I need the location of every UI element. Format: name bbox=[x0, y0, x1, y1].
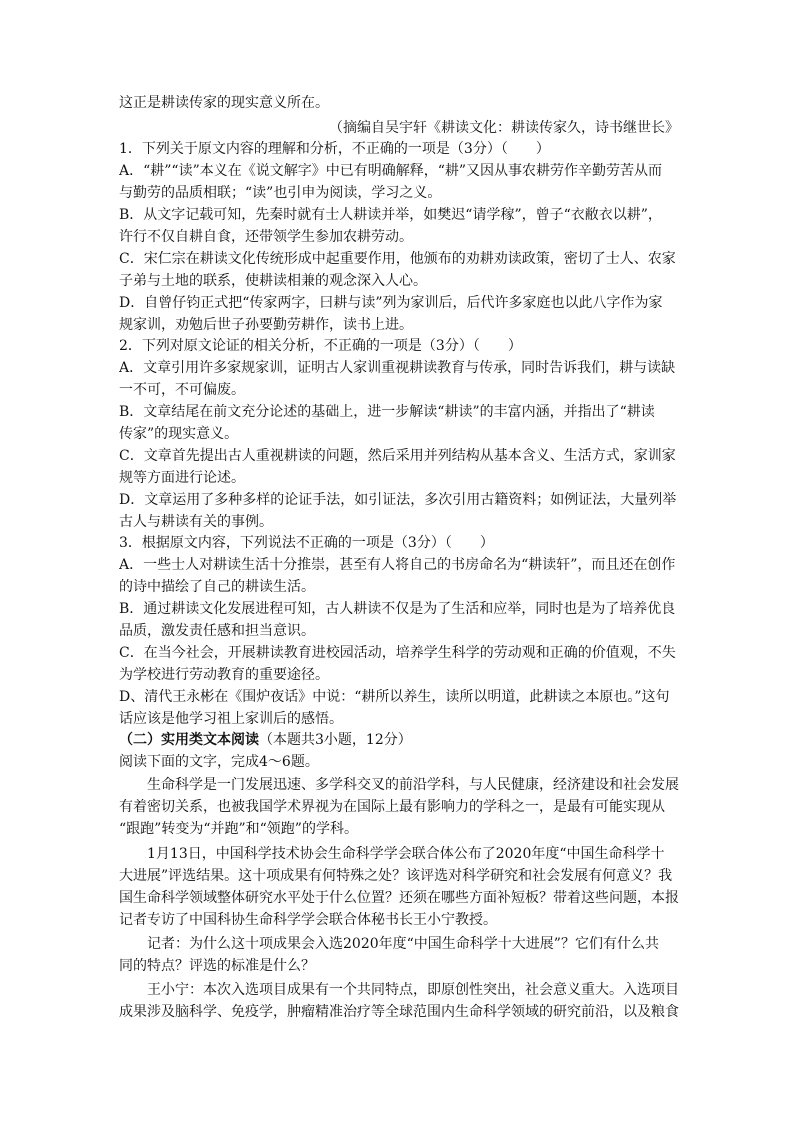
question-1-option-a: A．“耕”“读”本义在《说文解字》中已有明确解释，“耕”又因从事农耕劳作辛勤劳苦从而 bbox=[119, 163, 663, 179]
text-line: 话应该是他学习祖上家训后的感悟。 bbox=[119, 711, 343, 727]
paragraph-line: 有着密切关系，也被我国学术界视为在国际上最有影响力的学科之一，是最有可能实现从 bbox=[119, 799, 665, 815]
section-note: （本题共3小题，12分） bbox=[259, 732, 412, 748]
text-line: 与勤劳的品质相联；“读”也引申为阅读，学习之义。 bbox=[119, 185, 442, 201]
text-line: 这正是耕读传家的现实意义所在。 bbox=[119, 95, 329, 111]
question-1-option-b: B．从文字记载可知，先秦时就有士人耕读并举，如樊迟“请学稼”，曾子“衣敝衣以耕”， bbox=[119, 207, 662, 223]
paragraph-line: 记者专访了中国科协生命科学学会联合体秘书长王小宁教授。 bbox=[119, 912, 497, 928]
question-2-option-b: B．文章结尾在前文充分论述的基础上，进一步解读“耕读”的丰富内涵，并指出了“耕读 bbox=[119, 404, 655, 420]
question-2-stem: 2．下列对原文论证的相关分析，不正确的一项是（3分）（ ） bbox=[119, 338, 522, 354]
paragraph-line: 大进展”评选结果。这十项成果有何特殊之处？该评选对科学研究和社会发展有何意义？我 bbox=[119, 868, 673, 884]
question-2-option-c: C．文章首先提出古人重视耕读的问题，然后采用并列结构从基本含义、生活方式，家训家 bbox=[119, 448, 676, 464]
text-line: 规等方面进行论述。 bbox=[119, 470, 245, 486]
question-1-option-d: D．自曾仔钧正式把“传家两字，曰耕与读”列为家训后，后代许多家庭也以此八字作为家 bbox=[119, 295, 663, 311]
question-1-option-c: C．宋仁宗在耕读文化传统形成中起重要作用，他颁布的劝耕劝读政策，密切了士人、农家 bbox=[119, 251, 676, 267]
section-heading bbox=[119, 729, 679, 751]
question-3-option-d: D、清代王永彬在《围炉夜话》中说：“耕所以养生，读所以明道，此耕读之本原也。”这句 bbox=[119, 689, 670, 705]
question-2-option-d: D．文章运用了多种多样的论证手法，如引证法，多次引用古籍资料；如例证法，大量列举 bbox=[119, 492, 677, 508]
interview-answer: 王小宁：本次入选项目成果有一个共同特点，即原创性突出，社会意义重大。入选项目 bbox=[147, 982, 679, 998]
paragraph-line: 国生命科学领域整体研究水平处于什么位置？还须在哪些方面补短板？带着这些问题，本报 bbox=[119, 890, 679, 906]
paragraph-line: 生命科学是一门发展迅速、多学科交叉的前沿学科，与人民健康，经济建设和社会发展 bbox=[147, 777, 679, 793]
source-citation: （摘编自吴宇轩《耕读文化：耕读传家久，诗书继世长》 bbox=[329, 120, 679, 136]
paragraph-line: “跟跑”转变为“并跑”和“领跑”的学科。 bbox=[119, 821, 358, 837]
question-3-option-a: A．一些士人对耕读生活十分推崇，甚至有人将自己的书房命名为“耕读轩”，而且还在创作 bbox=[119, 557, 676, 573]
question-3-option-b: B．通过耕读文化发展进程可知，古人耕读不仅是为了生活和应举，同时也是为了培养优良 bbox=[119, 601, 676, 617]
question-2-option-a: A．文章引用许多家规家训，证明古人家训重视耕读教育与传承，同时告诉我们，耕与读缺 bbox=[119, 360, 676, 376]
text-line: 规家训，劝勉后世子孙要勤劳耕作，读书上进。 bbox=[119, 317, 413, 333]
interview-question: 记者：为什么这十项成果会入选2020年度“中国生命科学十大进展”？它们有什么共 bbox=[147, 936, 659, 952]
question-1-stem: 1．下列关于原文内容的理解和分析，不正确的一项是（3分）（ ） bbox=[119, 141, 550, 157]
text-line: 子弟与土地的联系，使耕读相兼的观念深入人心。 bbox=[119, 273, 427, 289]
section-title: （二）实用类文本阅读 bbox=[119, 732, 259, 748]
reading-instruction: 阅读下面的文字，完成4～6题。 bbox=[119, 754, 319, 770]
question-3-stem: 3．根据原文内容，下列说法不正确的一项是（3分）（ ） bbox=[119, 535, 494, 551]
text-line: 为学校进行劳动教育的重要途径。 bbox=[119, 667, 329, 683]
interview-question: 同的特点？评选的标准是什么？ bbox=[119, 958, 315, 974]
paragraph-line: 1月13日，中国科学技术协会生命科学学会联合体公布了2020年度“中国生命科学十 bbox=[147, 846, 665, 862]
interview-answer: 成果涉及脑科学、免疫学，肿瘤精准治疗等全球范围内生命科学领域的研究前沿，以及粮食 bbox=[119, 1004, 679, 1020]
text-line: 一不可，不可偏废。 bbox=[119, 382, 245, 398]
text-line: 古人与耕读有关的事例。 bbox=[119, 514, 273, 530]
text-line: 许行不仅自耕自食，还带领学生参加农耕劳动。 bbox=[119, 229, 413, 245]
text-line: 品质，激发责任感和担当意识。 bbox=[119, 623, 315, 639]
text-line: 传家”的现实意义。 bbox=[119, 426, 239, 442]
text-line: 的诗中描绘了自己的耕读生活。 bbox=[119, 579, 315, 595]
question-3-option-c: C．在当今社会，开展耕读教育进校园活动，培养学生科学的劳动观和正确的价值观，不失 bbox=[119, 645, 676, 661]
